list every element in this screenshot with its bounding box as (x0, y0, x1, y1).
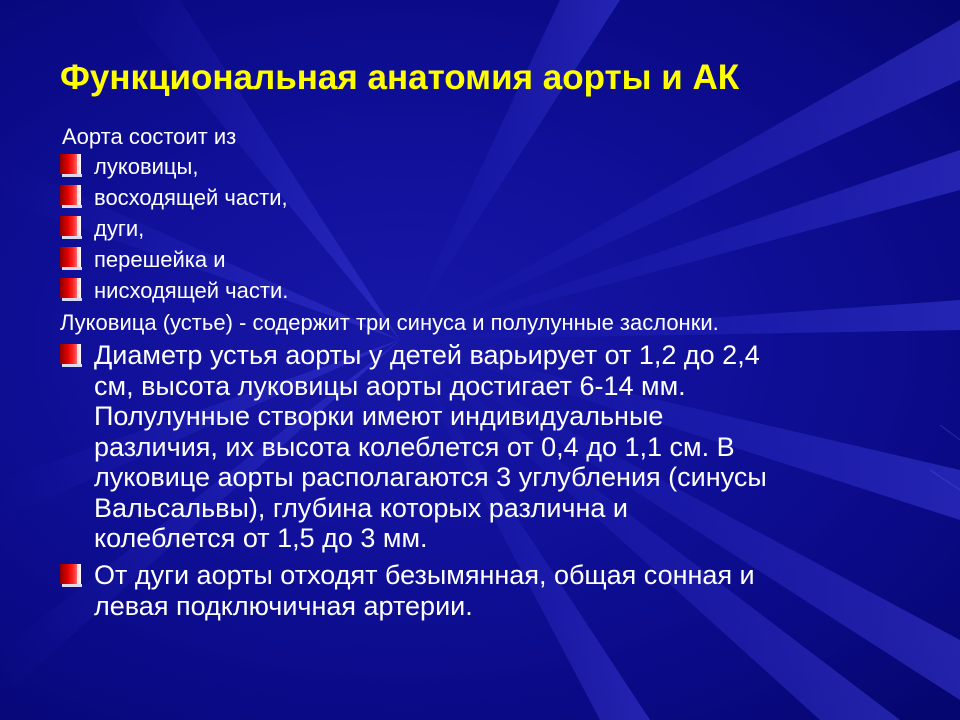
list-item: луковицы, (94, 154, 199, 179)
paragraph-line: луковице аорты располагаются 3 углубления (синусы (94, 462, 767, 492)
paragraph-line: Полулунные створки имеют индивидуальные (94, 401, 664, 431)
bulb-note-text: Луковица (устье) - содержит три синуса и полулунные заслонки. (60, 310, 719, 335)
bullet-square-icon (60, 247, 82, 271)
paragraph-line: левая подключичная артерии. (94, 590, 473, 621)
list-item: восходящей части, (94, 185, 288, 210)
bullet-square-icon (60, 154, 82, 178)
paragraph-line: От дуги аорты отходят безымянная, общая сонная и (94, 560, 755, 590)
bullet-square-icon (60, 344, 82, 368)
paragraph-line: см, высота луковицы аорты достигает 6-14 мм. (94, 370, 686, 401)
list-item: нисходящей части. (94, 278, 289, 303)
paragraph-line: различия, их высота колеблется от 0,4 до 1,1 см. В (94, 431, 735, 462)
bullet-square-icon (60, 564, 82, 588)
intro-text: Аорта состоит из (62, 124, 237, 149)
paragraph-diameter (94, 340, 767, 554)
bullet-square-icon (60, 216, 82, 240)
list-item: перешейка и (94, 247, 226, 272)
paragraph-line: Диаметр устья аорты у детей варьирует от 1,2 до 2,4 (94, 340, 760, 370)
slide-title: Функциональная анатомия аорты и АК (60, 58, 740, 97)
paragraph-line: Вальсальвы), глубина которых различна и (94, 492, 628, 523)
bullet-square-icon (60, 185, 82, 209)
paragraph-arch (94, 560, 755, 621)
bullet-square-icon (60, 278, 82, 302)
paragraph-line: колеблется от 1,5 до 3 мм. (94, 523, 428, 553)
list-item: дуги, (94, 216, 145, 241)
